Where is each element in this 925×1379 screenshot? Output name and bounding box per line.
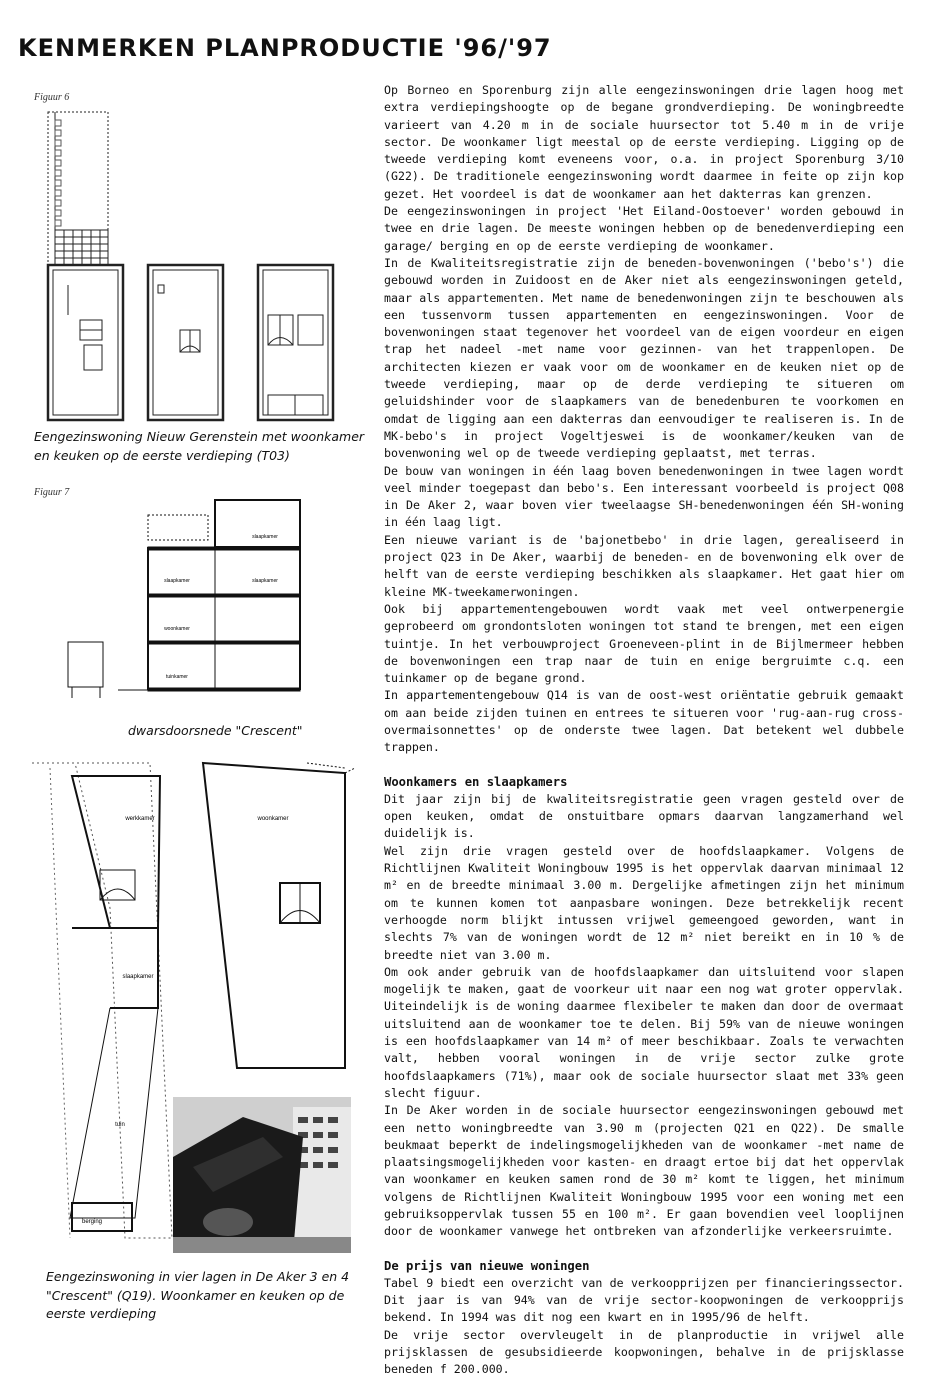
paragraph: Om ook ander gebruik van de hoofdslaapkamer dan uitsluitend voor slapen mogelijk te maken, gaat de voorkeur uit naar een nog wat groter oppervlak. Uiteindelijk is de woning daarmee flexibeler te maken dan door de overmaat uitsluitend aan de woonkamer toe te delen. Bij 59% van de nieuwe woningen is een hoofdslaapkamer van 14 m² of meer beschikbaar. Zoals te verwachten valt, hebben vooral woningen in de vrije sector zulke grote hoofdslaapkamers (71%), maar ook de sociale huursector slaat met 33% geen slecht figuur. — [384, 964, 904, 1100]
section-heading: De prijs van nieuwe woningen — [384, 1258, 590, 1273]
figure-6-floorplans — [40, 110, 340, 425]
paragraph: Een nieuwe variant is de 'bajonetbebo' in drie lagen, gerealiseerd in project Q23 in De Aker, waarbij de beneden- en de bovenwoning elk over de helft van de eerste verdieping beschikken als slaapkamer. Het gaat hier om kleine MK-tweekamerwoningen. — [384, 532, 904, 599]
figure-6-label: Figuur 6 — [34, 92, 70, 103]
section-heading: Woonkamers en slaapkamers — [384, 774, 568, 789]
fig7-room-label: woonkamer — [164, 626, 190, 632]
page-title: KENMERKEN PLANPRODUCTIE '96/'97 — [18, 34, 552, 62]
paragraph: De eengezinswoningen in project 'Het Eiland-Oostoever' worden gebouwd in twee en drie lagen. De meeste woningen hebben op de benedenverdieping een garage/ berging en op de eerste verdieping de woonkamer. — [384, 204, 904, 253]
paragraph: Wel zijn drie vragen gesteld over de hoofdslaapkamer. Volgens de Richtlijnen Kwaliteit Woningbouw 1995 is het oppervlak daarvan minimaal 12 m² en de breedte minimaal 3.00 m. Dergelijke afmetingen zijn het minimum om te kunnen komen tot aanpasbare woningen. Deze betrekkelijk recent verhoogde norm blijkt intussen vrijwel gemeengoed geworden, want in slechts 7% van de woningen wordt de 12 m² niet bereikt en in 10 % de breedte niet van 3.00 m. — [384, 843, 904, 962]
fig7-room-label: slaapkamer — [252, 578, 278, 584]
paragraph: Tabel 9 biedt een overzicht van de verkoopprijzen per financieringssector. Dit jaar is van 94% van de vrije sector-koopwoningen de verkoopprijs bekend. In 1994 was dit nog een kwart en in 1995/96 de helft. — [384, 1275, 904, 1325]
building-photo — [173, 1097, 351, 1253]
figure-8-right-plan — [195, 758, 355, 1078]
figure-7-section — [60, 490, 310, 702]
figure-8-left-plan — [30, 758, 175, 1258]
paragraph: Op Borneo en Sporenburg zijn alle eengezinswoningen drie lagen hoog met extra verdiepingshoogte op de begane grondverdieping. De woningbreedte varieert van 4.20 m in de sociale huursector tot 5.40 m in de vrije sector. De woonkamer ligt meestal op de eerste verdieping. Ligging op de tweede verdieping komt eveneens voor, o.a. in project Sporenburg 3/10 (G22). De traditionele eengezinswoning wordt daarmee in feite op zijn kop gezet. Het voordeel is dat de woonkamer aan het dakterras kan grenzen. — [384, 83, 904, 201]
fig8-room-label: berging — [81, 1219, 103, 1225]
paragraph: De vrije sector overvleugelt in de planproductie in vrijwel alle prijsklassen de gesubsidieerde koopwoningen, behalve in de prijsklasse beneden f 200.000. — [384, 1327, 904, 1377]
fig8-room-label: tuin — [115, 1122, 125, 1128]
body-text-column — [384, 82, 904, 1379]
fig7-room-label: tuinkamer — [166, 674, 188, 680]
figure-8-caption: Eengezinswoning in vier lagen in De Aker 3 en 4 "Crescent" (Q19). Woonkamer en keuken op de eerste verdieping — [46, 1269, 350, 1321]
paragraph: Ook bij appartementengebouwen wordt vaak met veel ontwerpenergie geprobeerd om grondontsloten woningen tot stand te brengen, met een eigen tuintje. In het verbouwproject Groeneveen-plint in de Bijlmermeer hebben de bovenwoningen een trap naar de tuin en enige bergruimte c.q. een tuinkamer op de begane grond. — [384, 601, 904, 686]
fig7-room-label: slaapkamer — [252, 534, 278, 540]
figure-7-caption: dwarsdoorsnede "Crescent" — [128, 723, 303, 738]
paragraph: In de Kwaliteitsregistratie zijn de beneden-bovenwoningen ('bebo's') die gebouwd worden in Zuidoost en de Aker niet als eengezinswoningen geteld, maar als appartementen. Met name de benedenwoningen zijn te beschouwen als een tussenvorm tussen appartementen en eengezinswoningen. Voor de bovenwoningen staat tegenover het voordeel van de eigen voordeur en eigen trap het nadeel -met name voor gezinnen- van het trappenlopen. De architecten kiezen er vaak voor om de woonkamer en de keuken niet op de tweede verdieping, maar op de derde verdieping te situeren om geluidshinder voor de slaapkamers van de benedenburen te voorkomen en omdat de ligging aan een dakterras dan eenvoudiger te realiseren is. In de MK-bebo's in project Vogeltjeswei is de woonkamer/keuken van de bovenwoning wel op de tweede verdieping geplaatst, met terras. — [384, 255, 904, 461]
figure-6-caption: Eengezinswoning Nieuw Gerenstein met woonkamer en keuken op de eerste verdieping (T03) — [34, 429, 365, 463]
paragraph: Dit jaar zijn bij de kwaliteitsregistratie geen vragen gesteld over de open keuken, omdat de onstuitbare opmars daarvan langzamerhand wel duidelijk is. — [384, 791, 904, 841]
fig8-room-label: werkkamer — [125, 816, 155, 822]
fig8-room-label: slaapkamer — [122, 974, 154, 980]
paragraph: De bouw van woningen in één laag boven benedenwoningen in twee lagen wordt veel minder toegepast dan bebo's. Een interessant voorbeeld is project Q08 in De Aker 2, waar boven vier tweelaagse SH-benedenwoningen één SH-woning in één laag ligt. — [384, 463, 904, 530]
paragraph: In De Aker worden in de sociale huursector eengezinswoningen gebouwd met een netto woningbreedte van 3.90 m (projecten Q21 en Q22). De smalle beukmaat beperkt de indelingsmogelijkheden van de woonkamer -met name de plaatsingsmogelijkheden voor kasten- en draagt ertoe bij dat het oppervlak van woonkamer en keuken samen rond de 30 m² komt te liggen, het minimum volgens de Richtlijnen Kwaliteit Woningbouw 1995 voor een woning met een gebruiksoppervlak tussen 55 en 100 m². Er gaan bovendien veel looplijnen door de woonkamer vanwege het ontbreken van afzonderlijke verkeersruimte. — [384, 1103, 904, 1239]
fig8-room-label: woonkamer — [257, 816, 289, 822]
figure-7-label: Figuur 7 — [34, 487, 70, 498]
fig7-room-label: slaapkamer — [164, 578, 190, 584]
paragraph: In appartementengebouw Q14 is van de oost-west oriëntatie gebruik gemaakt om aan beide zijden tuinen en entrees te situeren voor 'rug-aan-rug cross-overmaisonnettes' op de onderste twee lagen. Dat betekent wel dubbele trappen. — [384, 688, 904, 755]
